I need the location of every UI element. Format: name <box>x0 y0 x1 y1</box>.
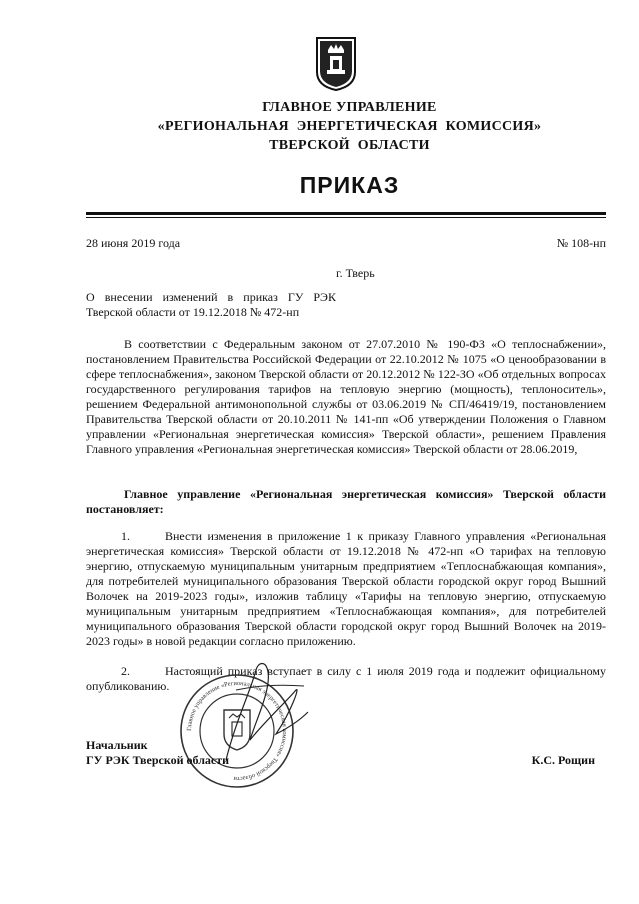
order-item-1 <box>86 529 606 649</box>
document-subject: О внесении изменений в приказ ГУ РЭК Тверской области от 19.12.2018 № 472-нп <box>86 290 336 319</box>
org-name-line1: ГЛАВНОЕ УПРАВЛЕНИЕ <box>262 100 437 115</box>
preamble-paragraph: В соответствии с Федеральным законом от 27.07.2010 № 190-ФЗ «О теплоснабжении», постановлением Правительства Российской Федерации от 22.10.2012 № 1075 «О ценообразовании в сфере теплоснабжения», законом Тверской области от 20.12.2012 № 122-ЗО «Об отдельных вопросах государственного регулирования тарифов на тепловую энергию (мощность), теплоноситель», решением Федеральной антимонопольной службы от 03.06.2019 № СП/46419/19, постановлением Правительства Тверской области от 20.10.2011 № 141-пп «Об утверждении Положения о Главном управлении «Региональная энергетическая комиссия» Тверской области», решением Правления Главного управления «Региональная энергетическая комиссия» Тверской области от 28.06.2019, <box>86 337 606 456</box>
signatory-title <box>86 738 229 768</box>
coat-of-arms-icon <box>315 36 357 92</box>
order-item-number: 2. <box>121 664 130 678</box>
document-date: 28 июня 2019 года <box>86 236 181 250</box>
header-divider-thin <box>86 217 606 218</box>
order-item-text: Настоящий приказ вступает в силу с 1 июля 2019 года и подлежит официальному опубликованию. <box>86 664 606 693</box>
order-item-text: Внести изменения в приложение 1 к приказу Главного управления «Региональная энергетическая комиссия» Тверской области от 19.12.2018 № 472-нп «О тарифах на тепловую энергию, отпускаемую муниципальным унитарным предприятием «Теплоснабжающая компания», для потребителей муниципального образования Тверской области городской округ город Вышний Волочек на 2019-2023 годы», изложив таблицу «Тарифы на тепловую энергию, отпускаемую муниципальным унитарным предприятием «Теплоснабжающая компания», для потребителей муниципального образования Тверской области городской округ город Вышний Волочек на 2019-2023 годы» в новой редакции согласно приложению. <box>86 529 606 648</box>
signatory-name: К.С. Рощин <box>531 753 595 767</box>
order-item-number: 1. <box>121 529 130 543</box>
signatory-title-line1: Начальник <box>86 738 148 752</box>
document-number: № 108-нп <box>556 236 606 250</box>
org-name-line3: ТВЕРСКОЙ ОБЛАСТИ <box>269 138 430 153</box>
resolve-paragraph: Главное управление «Региональная энергетическая комиссия» Тверской области постановляет: <box>86 487 606 516</box>
seal-ring-text: Главное управление «Региональная энергетическая комиссия» Тверской области <box>185 679 289 783</box>
header-divider-thick <box>86 212 606 215</box>
signatory-title-line2: ГУ РЭК Тверской области <box>86 753 230 767</box>
order-item-2 <box>86 664 606 694</box>
document-type-title: ПРИКАЗ <box>299 172 400 198</box>
document-city: г. Тверь <box>336 266 375 280</box>
org-name-line2: «РЕГИОНАЛЬНАЯ ЭНЕРГЕТИЧЕСКАЯ КОМИССИЯ» <box>157 119 542 134</box>
